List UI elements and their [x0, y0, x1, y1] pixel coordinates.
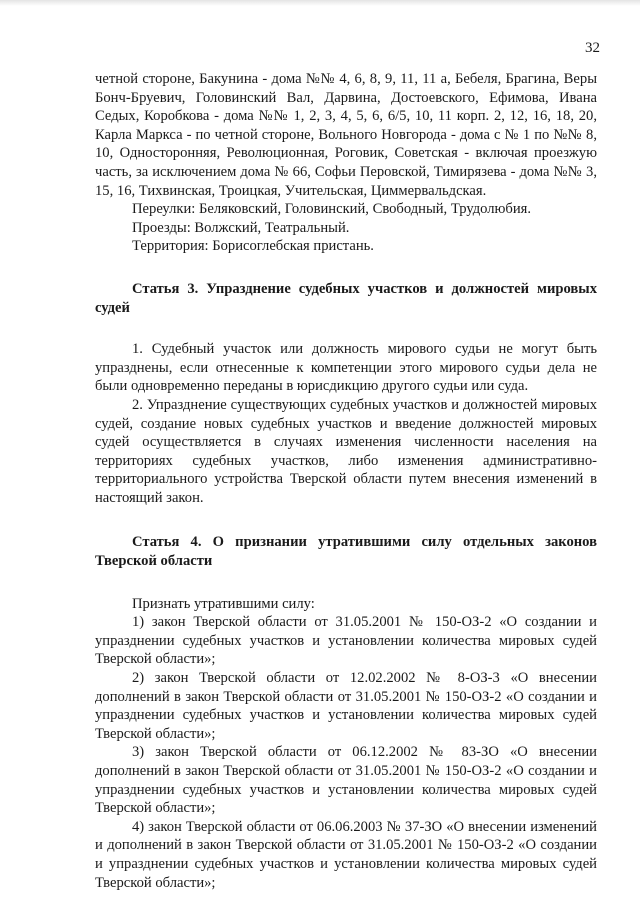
- document-body: [95, 70, 597, 892]
- article-4-item: 1) закон Тверской области от 31.05.2001 № 150-ОЗ-2 «О создании и упразднении судебных участков и установлении количества мировых судей Тверской области»;: [95, 614, 597, 668]
- article-4-item: 4) закон Тверской области от 06.06.2003 № 37-ЗО «О внесении изменений и дополнений в закон Тверской области от 31.05.2001 № 150-ОЗ-2 «О создании и упразднении судебных участков и установлении количества мировых судей Тверской области»;: [95, 818, 597, 891]
- article-3-paragraph: 2. Упразднение существующих судебных участков и должностей мировых судей, создание новых судебных участков и введение должностей мировых судей осуществляется в случаях изменения численности населения на территориях судебных участков, либо изменения административно-территориального устройства Тверской области путем внесения изменений в настоящий закон.: [95, 396, 597, 506]
- page-number: 32: [585, 40, 600, 56]
- article-4-intro: Признать утратившими силу:: [132, 595, 315, 612]
- scan-edge: [0, 0, 640, 6]
- article-4-item: 3) закон Тверской области от 06.12.2002 № 83-ЗО «О внесении дополнений в закон Тверской области от 31.05.2001 № 150-ОЗ-2 «О создании и упразднении судебных участков и установлении количества мировых судей Тверской области»;: [95, 744, 597, 817]
- territory-paragraph: Территория: Борисоглебская пристань.: [132, 238, 374, 255]
- streets-paragraph: четной стороне, Бакунина - дома №№ 4, 6, 8, 9, 11, 11 а, Бебеля, Брагина, Веры Бонч-Бруевич, Головинский Вал, Дарвина, Достоевского, Ефимова, Ивана Седых, Коробкова - дома №№ 1, 2, 3, 4, 5, 6, 6/5, 10, 11 корп. 2, 12, 16, 18, 20, Карла Маркса - по четной стороне, Вольного Новгорода - дома с № 1 по №№ 8, 10, Односторонняя, Революционная, Роговик, Советская - включая проезжую часть, за исключением дома № 66, Софьи Перовской, Тимирязева - дома №№ 3, 15, 16, Тихвинская, Троицкая, Учительская, Циммервальдская.: [95, 71, 597, 199]
- article-4-item: 2) закон Тверской области от 12.02.2002 № 8-ОЗ-3 «О внесении дополнений в закон Тверской области от 31.05.2001 № 150-ОЗ-2 «О создании и упразднении судебных участков и установлении количества мировых судей Тверской области»;: [95, 670, 597, 742]
- article-3-paragraph: 1. Судебный участок или должность мирового судьи не могут быть упразднены, если отнесенные к компетенции этого мирового судьи дела не были одновременно переданы в юрисдикцию другого судьи или суда.: [95, 341, 597, 395]
- article-3-heading: Статья 3. Упразднение судебных участков и должностей мировых судей: [95, 280, 597, 316]
- article-4-heading: Статья 4. О признании утратившими силу отдельных законов Тверской области: [95, 534, 597, 570]
- passages-paragraph: Проезды: Волжский, Театральный.: [132, 219, 350, 236]
- lanes-paragraph: Переулки: Беляковский, Головинский, Свободный, Трудолюбия.: [132, 201, 532, 218]
